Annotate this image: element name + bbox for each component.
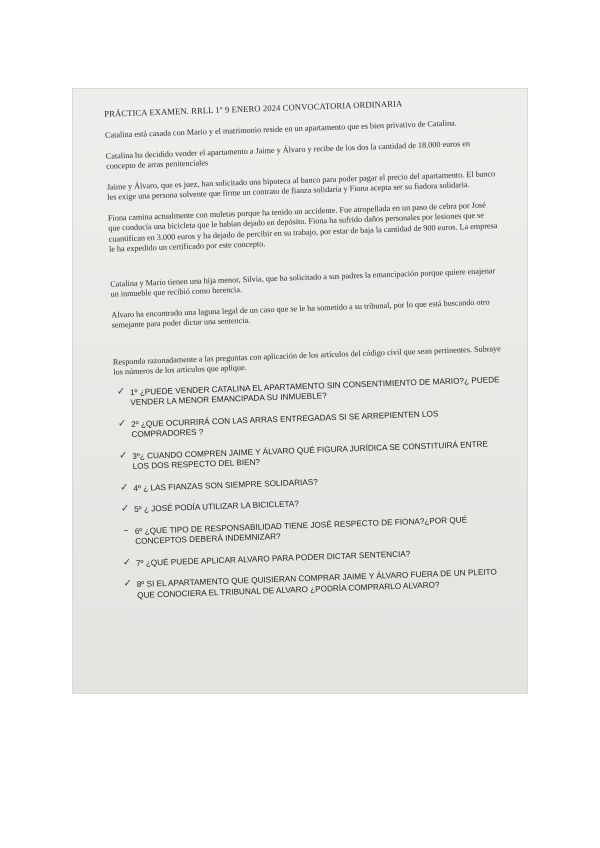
paragraph-1: Catalina está casada con Mario y el matrimonio reside en un apartamento que es bien privativo de Catalina. xyxy=(104,118,457,140)
check-mark-icon: ✓ xyxy=(116,385,126,398)
question-6 xyxy=(119,513,509,548)
question-3 xyxy=(116,438,506,473)
question-text: 3º¿ CUANDO COMPREN JAIME Y ÁLVARO QUÉ FIGURA JURÍDICA SE CONSTITUIRÁ ENTRE LOS DOS RESPECTO DEL BIEN? xyxy=(132,439,489,472)
exam-sheet xyxy=(104,95,511,612)
paragraph-2: Catalina ha decidido vender el apartamento a Jaime y Álvaro y recibe de los dos la cantidad de 18.000 euros en concepto de arras penitenciales xyxy=(105,138,471,171)
question-1 xyxy=(114,375,504,410)
check-mark-icon: ✓ xyxy=(120,503,130,515)
check-mark-icon: ✓ xyxy=(123,578,133,590)
paragraph-4: Fiona camina actualmente con muletas porque ha tenido un accidente. Fue atropellada en un paso de cebra por José que conducía una bicicleta que le habían dejado en depósito. Fiona ha sufrido daños personales por lesiones que se cuantifican en 3.000 euros y ha dejado de percibir en su trabajo, por estar de baja la cantidad de 900 euros. La empresa le ha expedido un certificado por este concepto. xyxy=(107,200,498,254)
question-7 xyxy=(120,545,510,569)
paragraph-3: Jaime y Álvaro, que es juez, han solicitado una hipoteca al banco para poder pagar el precio del apartamento. El banco les exige una persona solvente que firme un contrato de fianza solidaria y Fiona acepta ser su fiadora solidaria. xyxy=(106,168,496,202)
document-photo xyxy=(72,88,528,694)
paragraph-6: Alvaro ha encontrado una laguna legal de un caso que se le ha sometido a su tribunal, por lo que está buscando otro semejante para poder dictar una sentencia. xyxy=(111,296,490,330)
question-text: 5º ¿ JOSÉ PODÍA UTILIZAR LA BICICLETA? xyxy=(133,499,300,514)
paragraph-5: Catalina y Mario tienen una hija menor, Silvia, que ha solicitado a sus padres la emancipación porque quiere enajenar un inmueble que recibió como herencia. xyxy=(110,265,496,299)
instructions: Responda razonadamente a las preguntas con aplicación de los artículos del código civil que sean pertinentes. Subraye los números de los artículos que aplique. xyxy=(112,343,501,377)
check-mark-icon: ✓ xyxy=(118,449,128,461)
check-mark-icon: ✓ xyxy=(122,556,132,568)
question-text: 8º SI EL APARTAMENTO QUE QUISIERAN COMPRAR JAIME Y ÁLVARO FUERA DE UN PLEITO QUE CONOCIERA EL TRIBUNAL DE ALVARO ¿PODRÍA COMPRARLO ALVARO? xyxy=(136,567,497,600)
question-text: 2º ¿QUE OCURRIRÁ CON LAS ARRAS ENTREGADAS SI SE ARREPIENTEN LOS COMPRADORES ? xyxy=(130,408,439,440)
question-2 xyxy=(115,407,505,442)
check-mark-icon: ✓ xyxy=(117,417,127,430)
question-4 xyxy=(117,470,507,494)
question-text: 6º ¿QUE TIPO DE RESPONSABILIDAD TIENE JOSÉ RESPECTO DE FIONA?¿POR QUÉ CONCEPTOS DEBERÁ INDEMNIZAR? xyxy=(134,514,468,546)
question-text: 4º ¿ LAS FIANZAS SON SIEMPRE SOLIDARIAS? xyxy=(133,477,318,493)
dash-mark-icon: – xyxy=(123,524,129,536)
check-mark-icon: ✓ xyxy=(119,481,129,493)
question-text: 1º ¿PUEDE VENDER CATALINA EL APARTAMENTO SIN CONSENTIMIENTO DE MARIO?¿ PUEDE VENDER LA MENOR EMANCIPADA SU INMUEBLE? xyxy=(129,374,500,408)
exam-title: PRÁCTICA EXAMEN. RRLL 1º 9 ENERO 2024 CONVOCATORIA ORDINARIA xyxy=(104,98,403,119)
question-text: 7º ¿QUÉ PUEDE APLICAR ALVARO PARA PODER DICTAR SENTENCIA? xyxy=(135,548,411,568)
question-8 xyxy=(121,567,511,602)
question-5 xyxy=(118,492,508,516)
